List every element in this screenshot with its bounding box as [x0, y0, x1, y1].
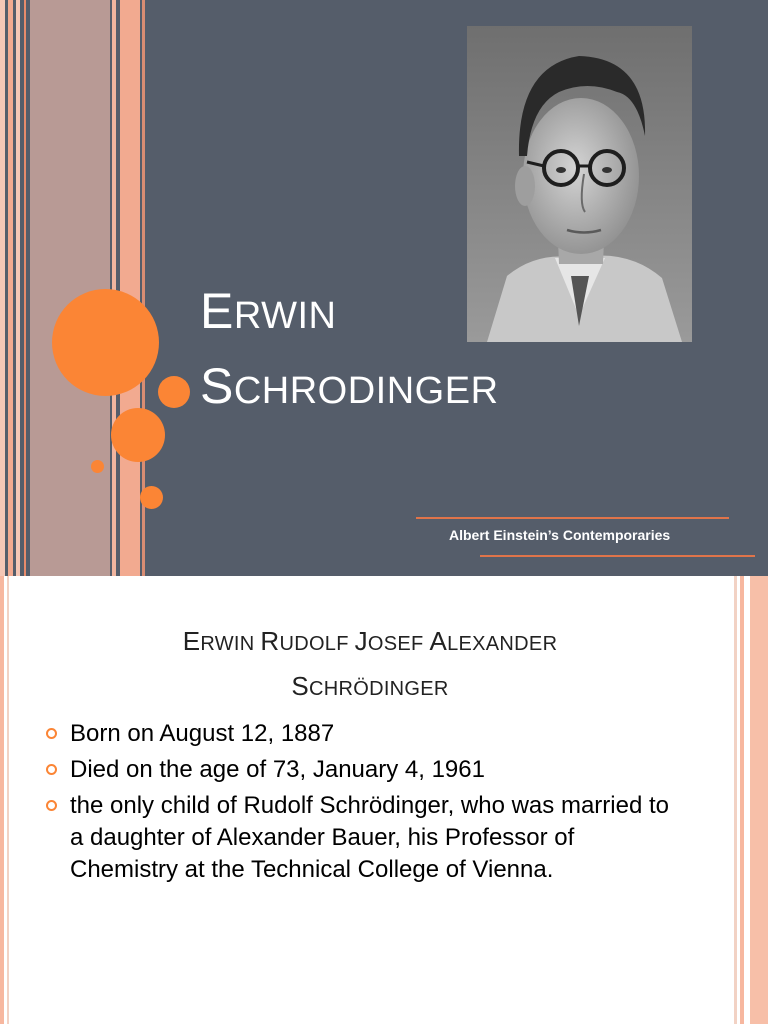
slide-title-line2: SCHRODINGER — [200, 358, 499, 414]
decor-stripe — [8, 0, 13, 576]
decor-stripe — [740, 576, 744, 1024]
heading-word: JOSEF — [354, 626, 424, 656]
decor-stripe — [7, 576, 9, 1024]
heading-line1 — [70, 620, 670, 665]
ring-bullet-icon — [46, 728, 57, 739]
bullet-text: the only child of Rudolf Schrödinger, who was married to a daughter of Alexander Bauer, his Professor of Chemistry at the Technical College of Vienna. — [70, 792, 669, 883]
subtitle-rule-top — [416, 517, 729, 519]
portrait-illustration — [467, 26, 692, 342]
portrait-photo — [467, 26, 692, 342]
heading-line2 — [70, 665, 670, 710]
slide-title-line1: ERWIN — [200, 283, 337, 339]
heading-word: ALEXANDER — [429, 626, 558, 656]
subtitle-rule-bottom — [480, 555, 755, 557]
decor-stripe — [24, 0, 26, 576]
decor-circle — [158, 376, 190, 408]
bullet-text: Born on August 12, 1887 — [70, 720, 335, 747]
heading-word: RUDOLF — [260, 626, 349, 656]
decor-stripe — [112, 0, 116, 576]
heading-word: ERWIN — [182, 626, 255, 656]
slide-heading — [70, 620, 670, 710]
decor-stripe — [0, 576, 4, 1024]
decor-stripe — [120, 0, 140, 576]
list-item — [44, 790, 684, 886]
ring-bullet-icon — [46, 764, 57, 775]
decor-stripe — [30, 0, 110, 576]
heading-word: SCHRÖDINGER — [291, 671, 449, 701]
bullet-list — [44, 718, 684, 890]
decor-circle — [91, 460, 104, 473]
list-item — [44, 718, 684, 750]
ring-bullet-icon — [46, 800, 57, 811]
decor-stripe — [750, 576, 768, 1024]
decor-stripe — [734, 576, 737, 1024]
decor-circle — [52, 289, 159, 396]
decor-stripe — [16, 0, 20, 576]
bullet-text: Died on the age of 73, January 4, 1961 — [70, 756, 485, 783]
decor-circle — [140, 486, 163, 509]
decor-circle — [111, 408, 165, 462]
list-item — [44, 754, 684, 786]
content-slide — [0, 576, 768, 1024]
decor-stripe — [0, 0, 5, 576]
slide-subtitle: Albert Einstein’s Contemporaries — [449, 527, 671, 543]
